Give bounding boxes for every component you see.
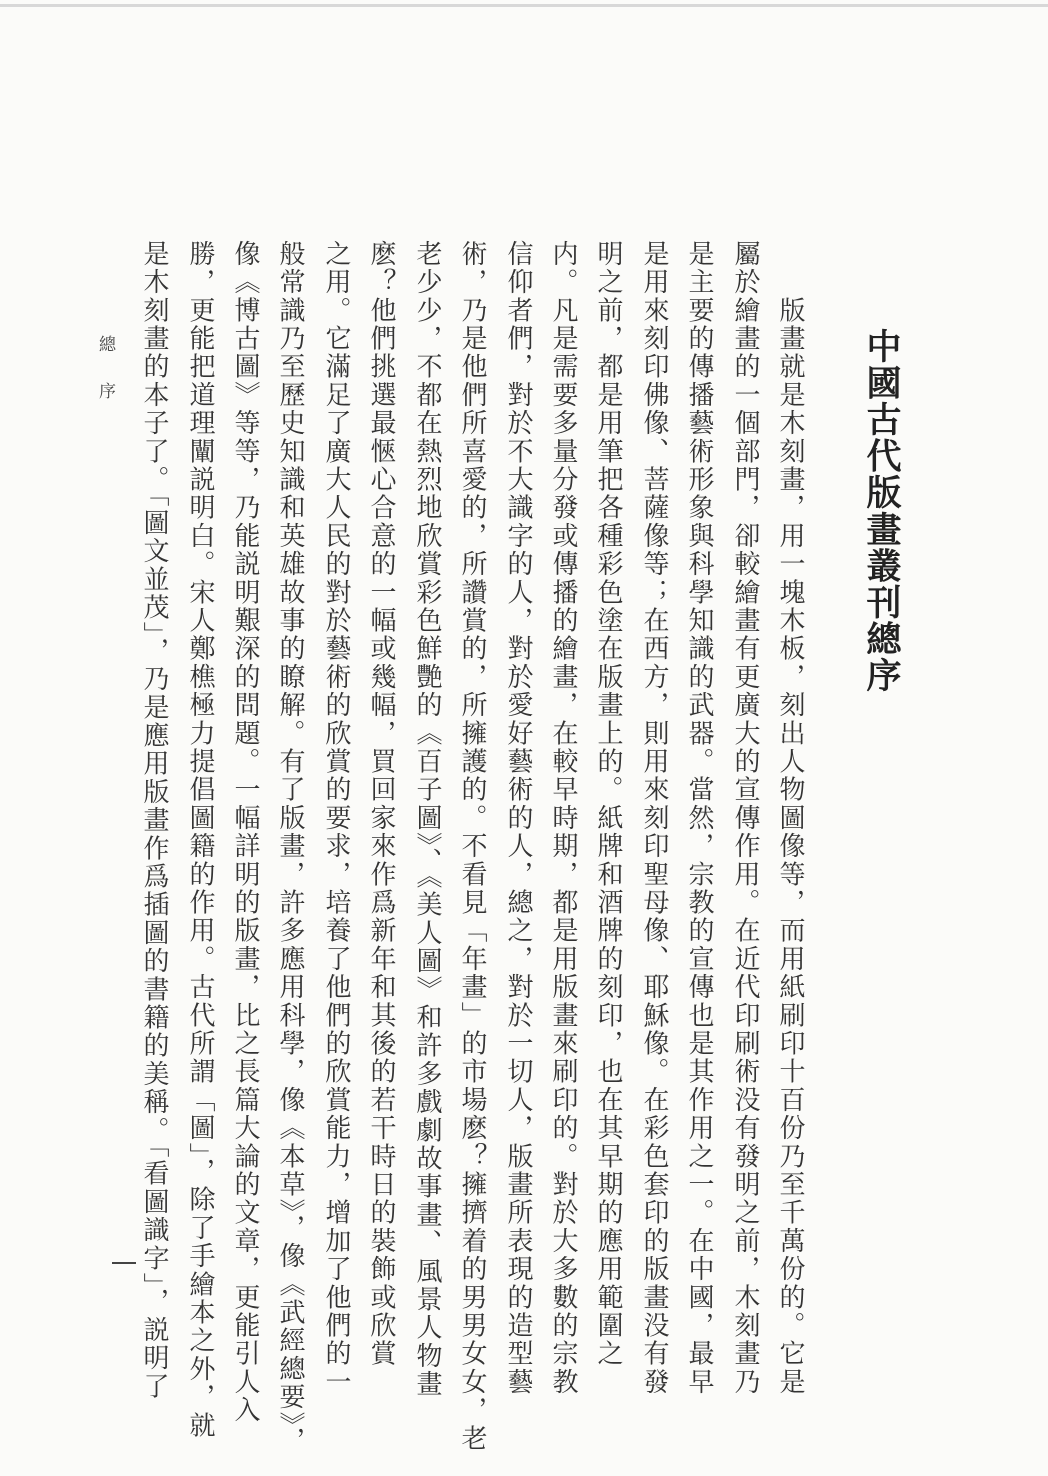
text-column: 明之前，都是用筆把各種彩色塗在版畫上的。紙牌和酒牌的刻印，也在其早期的應用範圍之 (593, 240, 623, 1368)
text-column: 勝，更能把道理闡説明白。宋人鄭樵極力提倡圖籍的作用。古代所謂「圖」，除了手繪本之外，就 (185, 240, 215, 1440)
text-column: 麽？他們挑選最愜心合意的一幅或幾幅，買回家來作爲新年和其後的若干時日的裝飾或欣賞 (366, 240, 396, 1368)
text-column: 術，乃是他們所喜愛的，所讚賞的，所擁護的。不看見「年畫」的市場麽？擁擠着的男男女女，老 (457, 240, 487, 1453)
text-column: 屬於繪畫的一個部門，卻較繪畫有更廣大的宣傳作用。在近代印刷術没有發明之前，木刻畫乃 (730, 240, 760, 1397)
text-column: 是主要的傳播藝術形象與科學知識的武器。當然，宗教的宣傳也是其作用之一。在中國，最早 (684, 240, 714, 1397)
scan-edge-line (0, 4, 1048, 7)
page-title: 中國古代版畫叢刊總序 (861, 328, 902, 694)
running-head: 總序 (95, 335, 115, 429)
text-column: 老少少，不都在熱烈地欣賞彩色鮮艷的《百子圖》、《美人圖》和許多戲劇故事畫、風景人物畫 (412, 240, 442, 1399)
text-column: 内。凡是需要多量分發或傳播的繪畫，在較早時期，都是用版畫來刷印的。對於大多數的宗教 (548, 240, 578, 1397)
text-column: 信仰者們，對於不大識字的人，對於愛好藝術的人，總之，對於一切人，版畫所表現的造型藝 (503, 240, 533, 1397)
text-column: 像《博古圖》等等，乃能説明艱深的問題。一幅詳明的版畫，比之長篇大論的文章，更能引人入 (230, 240, 260, 1425)
text-column: 版畫就是木刻畫，用一塊木板，刻出人物圖像等，而用紙刷印十百份乃至千萬份的。它是 (775, 240, 805, 1397)
text-column: 般常識乃至歷史知識和英雄故事的瞭解。有了版畫，許多應用科學，像《本草》，像《武經總要》， (275, 240, 305, 1455)
text-column: 是木刻畫的本子了。「圖文並茂」，乃是應用版畫作爲插圖的書籍的美稱。「看圖識字」，説明了 (139, 240, 169, 1401)
text-column: 之用。它滿足了廣大人民的對於藝術的欣賞的要求，培養了他們的欣賞能力，增加了他們的一 (321, 240, 351, 1397)
page-number (112, 1262, 136, 1264)
text-column: 是用來刻印佛像、菩薩像等；在西方，則用來刻印聖母像、耶穌像。在彩色套印的版畫没有發 (639, 240, 669, 1397)
